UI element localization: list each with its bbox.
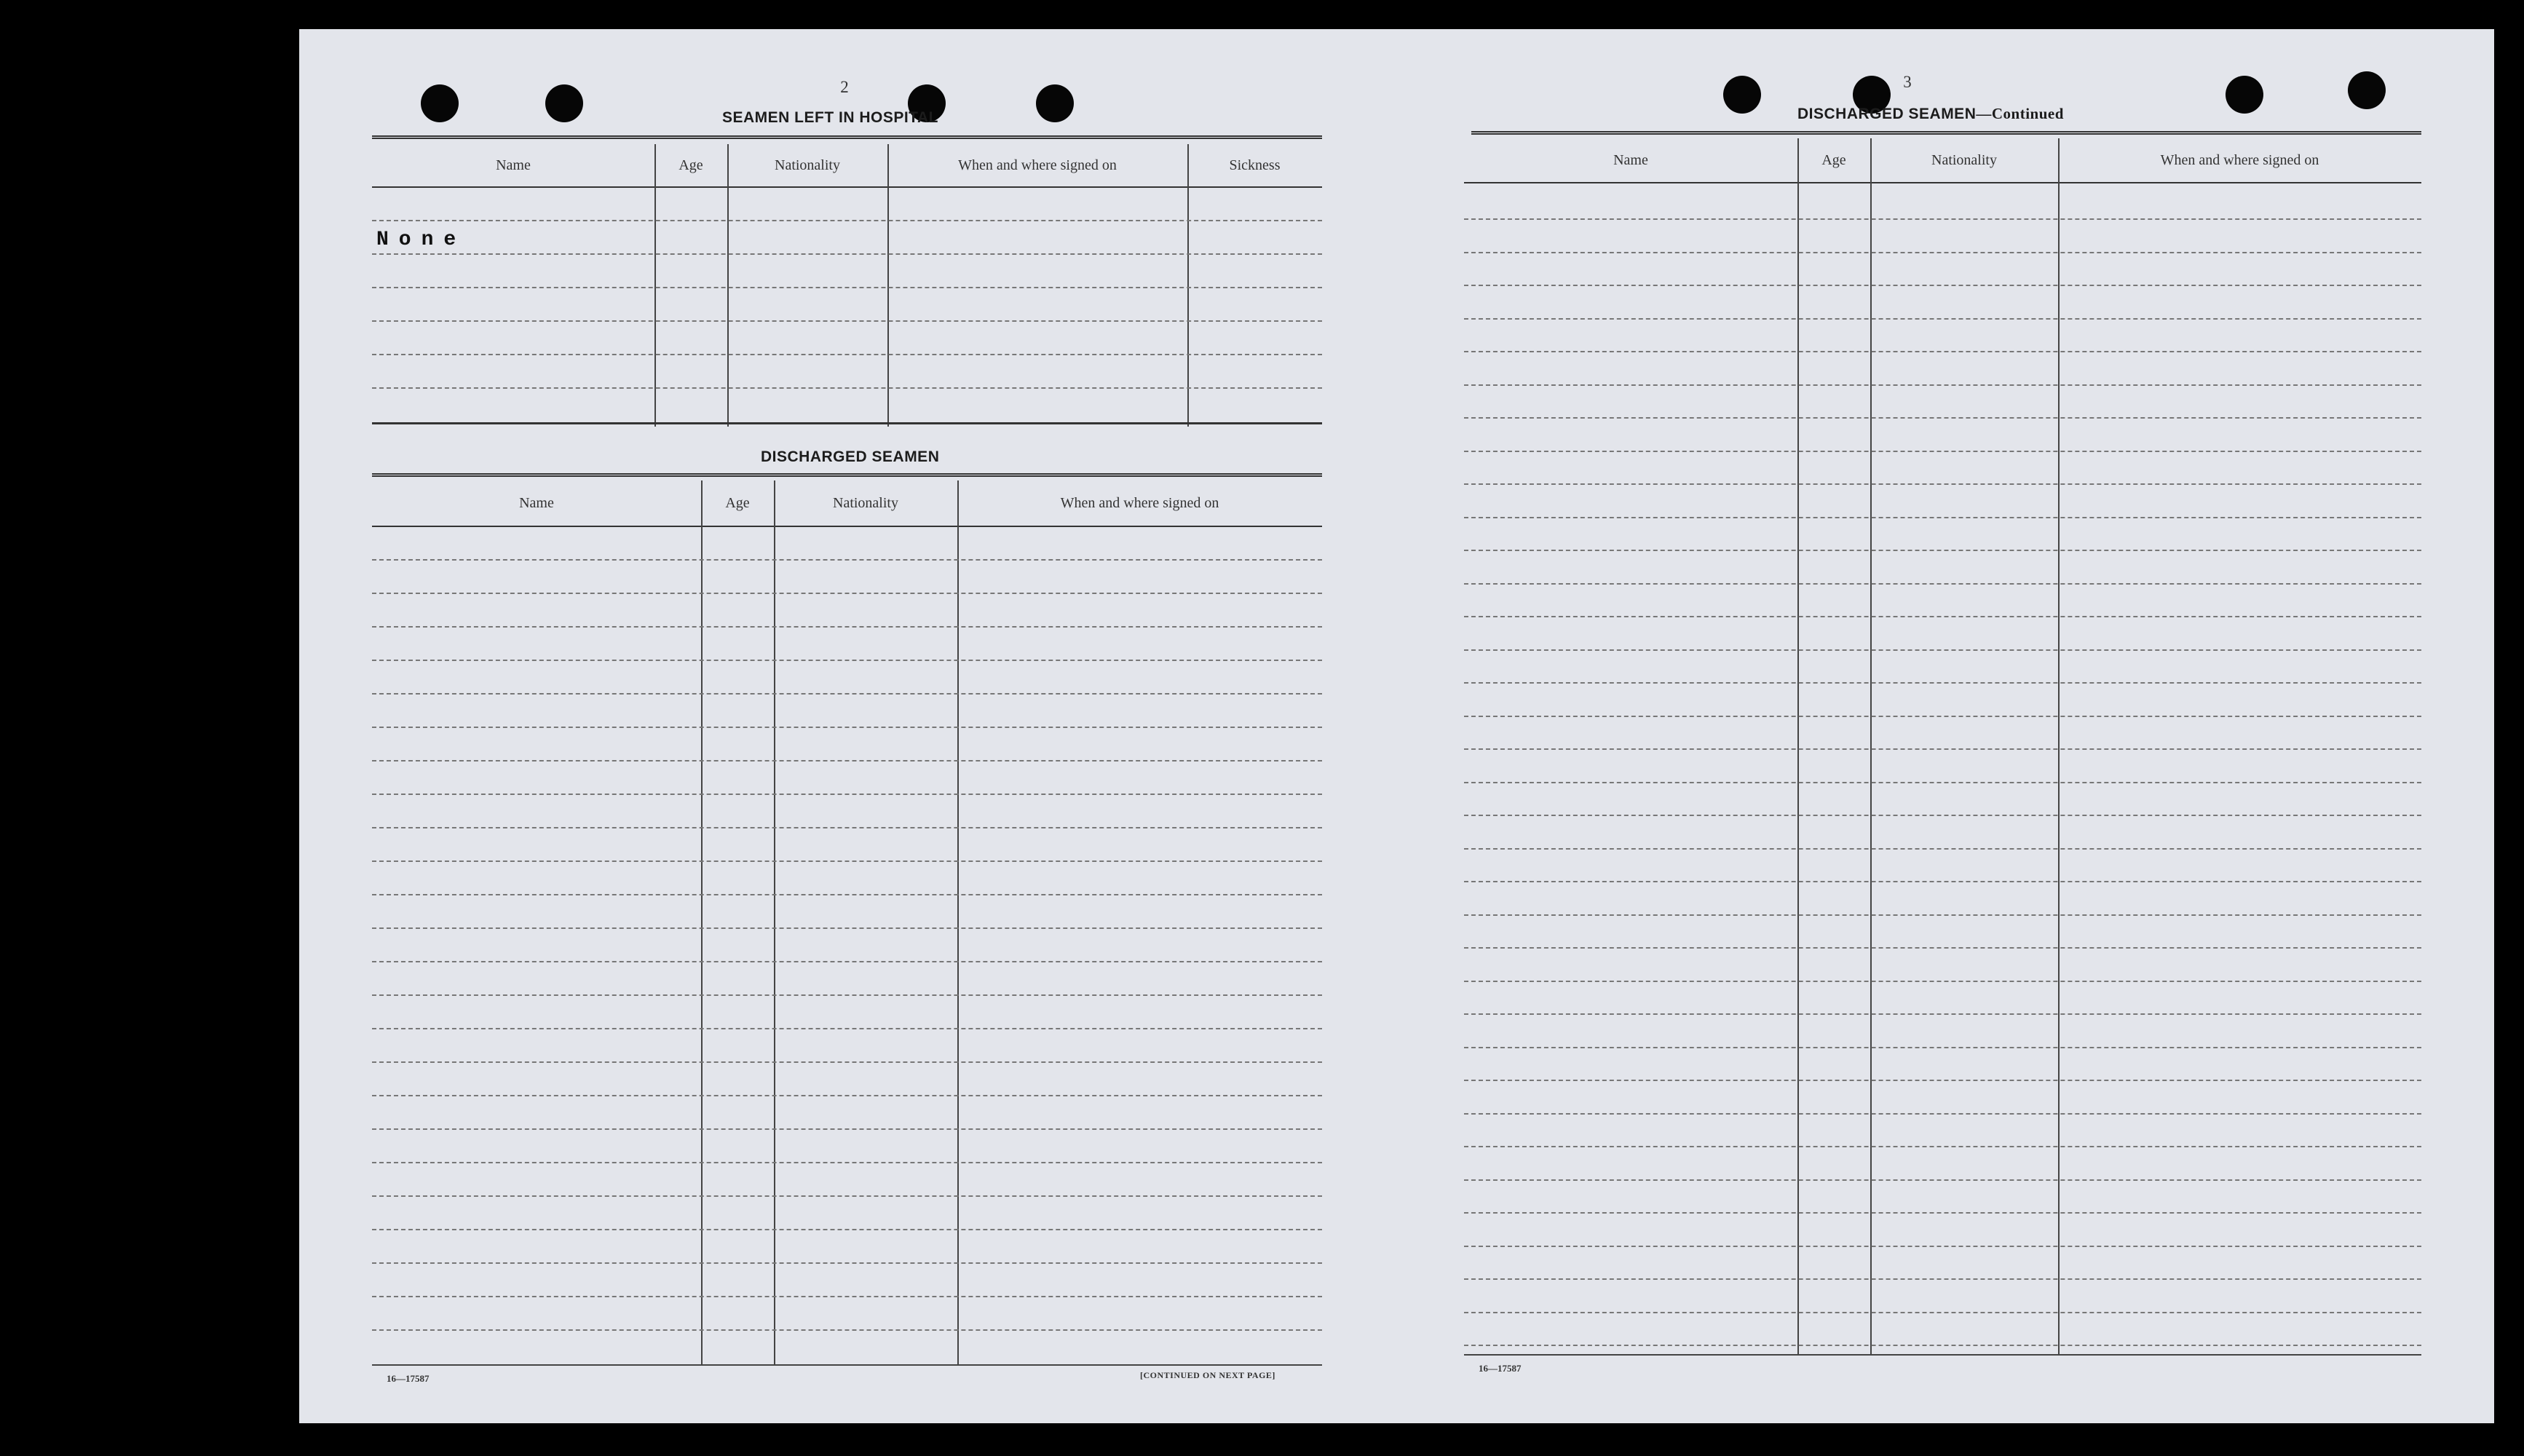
row-line <box>1464 682 2421 684</box>
row-line <box>372 760 1322 761</box>
row-line <box>372 1095 1322 1096</box>
row-line <box>372 387 1322 389</box>
discharged-section-title: DISCHARGED SEAMEN <box>761 448 940 465</box>
column-header-age: Age <box>1821 151 1846 168</box>
row-line <box>372 559 1322 561</box>
document-spread <box>299 29 2494 1423</box>
form-code: 16—17587 <box>1479 1363 1522 1374</box>
column-divider <box>887 144 889 427</box>
punch-hole <box>2226 76 2263 114</box>
discharged-continued-title <box>1797 105 2064 123</box>
row-line <box>1464 881 2421 882</box>
punch-hole <box>1036 84 1074 122</box>
row-line <box>372 253 1322 255</box>
column-header-nationality: Nationality <box>1931 151 1997 168</box>
row-line <box>1464 417 2421 419</box>
row-line <box>372 287 1322 288</box>
column-header-nationality: Nationality <box>775 157 840 173</box>
punch-hole <box>2348 71 2386 109</box>
page-number: 2 <box>840 78 849 96</box>
bottom-rule <box>1464 1354 2421 1356</box>
column-header-age: Age <box>679 157 703 173</box>
punch-hole <box>421 84 459 122</box>
column-header-signed-on: When and where signed on <box>958 157 1117 173</box>
continued-note: [CONTINUED ON NEXT PAGE] <box>1140 1370 1275 1380</box>
hospital-row-name: None <box>376 229 467 251</box>
section-rule <box>372 473 1322 477</box>
row-line <box>1464 1212 2421 1214</box>
row-line <box>372 626 1322 628</box>
row-line <box>372 994 1322 996</box>
row-line <box>1464 947 2421 949</box>
row-line <box>1464 1080 2421 1081</box>
column-header-name: Name <box>519 494 554 511</box>
row-line <box>1464 914 2421 916</box>
bottom-rule <box>372 1364 1322 1366</box>
hospital-section-title: SEAMEN LEFT IN HOSPITAL <box>722 109 938 126</box>
title-suffix: —Continued <box>1976 105 2064 122</box>
column-header-signed-on: When and where signed on <box>1060 494 1219 511</box>
row-line <box>1464 848 2421 850</box>
row-line <box>1464 1345 2421 1346</box>
row-line <box>1464 1246 2421 1247</box>
row-line <box>372 827 1322 828</box>
row-line <box>1464 1047 2421 1048</box>
page-number: 3 <box>1903 73 1912 91</box>
hospital-table <box>372 144 1322 427</box>
row-line <box>1464 716 2421 717</box>
discharged-continued-table <box>1464 138 2421 1354</box>
section-rule <box>372 135 1322 139</box>
row-line <box>1464 252 2421 253</box>
row-line <box>372 1329 1322 1331</box>
column-header-sickness: Sickness <box>1229 157 1281 173</box>
column-divider <box>727 144 729 427</box>
row-line <box>1464 1146 2421 1147</box>
row-line <box>372 860 1322 862</box>
row-line <box>372 927 1322 929</box>
column-divider <box>2058 138 2060 1354</box>
row-line <box>1464 616 2421 617</box>
row-line <box>372 320 1322 322</box>
row-line <box>1464 748 2421 750</box>
row-line <box>372 1162 1322 1163</box>
column-header-nationality: Nationality <box>833 494 898 511</box>
discharged-table <box>372 480 1322 1365</box>
column-header-age: Age <box>725 494 750 511</box>
title-main: DISCHARGED SEAMEN <box>1797 106 1977 122</box>
row-line <box>372 727 1322 728</box>
column-divider <box>1187 144 1189 427</box>
column-divider <box>1797 138 1799 1354</box>
column-divider <box>957 480 959 1365</box>
row-line <box>372 1262 1322 1264</box>
section-rule <box>1471 131 2421 135</box>
row-line <box>372 1028 1322 1029</box>
row-line <box>1464 1013 2421 1015</box>
column-divider <box>701 480 703 1365</box>
left-page <box>299 29 1391 1423</box>
row-line <box>372 1296 1322 1297</box>
row-line <box>1464 1179 2421 1181</box>
row-line <box>372 693 1322 695</box>
row-line <box>372 1229 1322 1230</box>
section-rule <box>372 422 1322 424</box>
row-line <box>1464 583 2421 585</box>
row-line <box>372 220 1322 221</box>
row-line <box>1464 483 2421 485</box>
row-line <box>1464 1312 2421 1313</box>
row-line <box>1464 1278 2421 1280</box>
row-line <box>1464 517 2421 518</box>
row-line <box>1464 649 2421 651</box>
punch-hole <box>545 84 583 122</box>
row-line <box>1464 815 2421 816</box>
column-header-name: Name <box>1613 151 1648 168</box>
column-header-signed-on: When and where signed on <box>2160 151 2319 168</box>
row-line <box>372 354 1322 355</box>
row-line <box>1464 451 2421 452</box>
row-line <box>1464 318 2421 320</box>
row-line <box>372 660 1322 661</box>
column-divider <box>1870 138 1872 1354</box>
row-line <box>372 593 1322 594</box>
row-line <box>372 894 1322 895</box>
table-header <box>372 144 1322 188</box>
row-line <box>1464 218 2421 220</box>
row-line <box>1464 550 2421 551</box>
row-line <box>1464 384 2421 386</box>
row-line <box>1464 1113 2421 1115</box>
row-line <box>372 1195 1322 1197</box>
right-page <box>1391 29 2494 1423</box>
row-line <box>1464 351 2421 352</box>
row-line <box>372 1128 1322 1130</box>
row-line <box>1464 981 2421 982</box>
row-line <box>372 1061 1322 1063</box>
table-header <box>372 480 1322 527</box>
form-code: 16—17587 <box>387 1373 430 1384</box>
row-line <box>1464 782 2421 783</box>
column-divider <box>654 144 656 427</box>
row-line <box>372 794 1322 795</box>
row-line <box>1464 285 2421 286</box>
column-divider <box>774 480 775 1365</box>
punch-hole <box>1723 76 1761 114</box>
row-line <box>372 961 1322 962</box>
table-header <box>1464 138 2421 183</box>
column-header-name: Name <box>496 157 531 173</box>
